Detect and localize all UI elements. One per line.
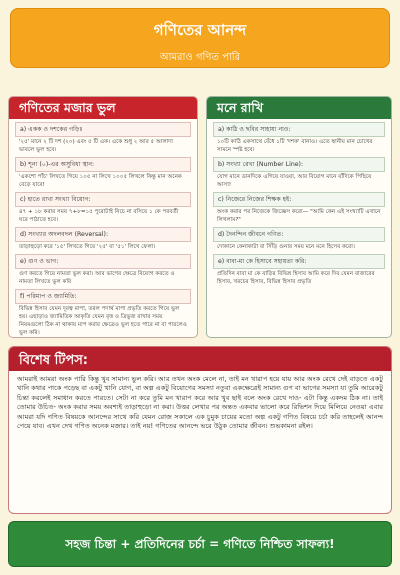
remember-item-text: যোগ মানে ডানদিকে এগিয়ে যাওয়া, আর বিয়োগ মানে বাঁদিকে পিছিয়ে আসা! [217,174,372,188]
remember-item [213,254,385,286]
page-title: গণিতের আনন্দ [153,21,247,39]
remember-item [213,227,385,251]
remember-item [213,192,385,224]
mistake-item [15,157,191,189]
mistake-item [15,192,191,224]
mistake-item-title: e) গুণ ও ভাগ: [15,254,191,269]
mistake-item-title: c) হাতে রাখা সংখ্যা বিয়োগ: [15,192,191,207]
remember-item-title: a) কাঠি ও ছবির সাহায্য নাও: [213,122,385,137]
mistake-item-text: ৪৭ + ১৮ করার সময় ৭+৮=১৫ পুরোটাই নিচে না বসিয়ে ১ কে পরবর্তী ঘরে পাঠাতে হবে। [19,209,179,223]
mistake-item-title: a) একক ও দশকের গড়িঃ [15,122,191,137]
remember-item-text: অংক করার পর নিজেকে জিজ্ঞেস করো— "আমি কেন এই সংখ্যাটি এখানে লিখলাম?" [217,209,381,223]
remember-item [213,122,385,154]
remember-item-text: প্রতিদিন বাবা মা কে বাড়ির বিভিন্ন হিসাব আমি করে দিব যেমন বাজারের হিসাব, খরচের হিসাব, বিভিন্ন হিসাব প্রভৃতি [217,271,375,285]
page-subtitle: আমরাও গণিত পারি [159,52,241,63]
remember-item-title: c) নিজেরে নিজের শিক্ষক হই: [213,192,385,207]
mistake-item [15,289,191,337]
mistake-item-text: 'একশো পাঁচ' লিখতে গিয়ে ১০৫ না লিখে ১০০৫ লিখলে কিন্তু মান অনেক বেড়ে যাবে! [19,174,182,188]
mistake-item [15,122,191,154]
header-banner [10,8,390,68]
mistake-item-title: b) শূন্য (০)-এর অসুবিধা স্থান: [15,157,191,172]
special-tips-box [8,346,392,514]
remember-item-title: e) বাবা-মা কে হিসাবে সহায়তা করি: [213,254,385,269]
remember-item-text: দোকানে কেনাকাটা বা সিঁড়ি গুনার সময় মনে মনে হিসেব করো। [217,244,355,250]
mistake-item [15,254,191,286]
mistake-item-text: গুণ করতে গিয়ে নামতা ভুল করা। আর ভাগের ক্ষেত্রে বিয়োগ করতে ও নামতা লিখতে ভুল করি [19,271,175,285]
remember-item-text: ১০টি কাঠি একসাথে বেঁধে ১টি 'দশক' বানাও। এতে স্থানীয় মান চোখের সামনে স্পষ্ট হবে। [217,139,373,153]
mistakes-panel [8,96,198,338]
mistake-item-text: তাড়াহুড়ো করে '১৫' লিখতে গিয়ে '২৫' বা '৫১' লিখে ফেলা। [19,244,156,250]
tips-title: বিশেষ টিপস: [9,347,391,371]
mistake-item-title: f) পরিমাপ ও জ্যামিতি: [15,289,191,304]
remember-panel [206,96,392,338]
mistake-item-text: '২৫' মানে ২ টি দশ (২০) এবং ৫ টি এক। একে শুধু ২ আর ৫ আলাদা ভাবলে ভুল হবে। [19,139,173,153]
mistake-item-title: d) সংখ্যার অদলবদল (Reversal): [15,227,191,242]
mistake-item [15,227,191,251]
footer-banner [8,521,392,567]
mistakes-panel-title: গণিতের মজার ভুল [9,97,197,119]
remember-item-title: b) সংখ্যা রেখা (Number Line): [213,157,385,172]
mistake-item-text: বিভিন্ন হিসাব যেমন দূরত্ব মাপা, তরল পদার্থ মাপা প্রভৃতি করতে গিয়ে ভুল হয়। এছাড়াও জ্যামিতিক আকৃতি যেমন বৃত্ত ও ত্রিভুজ রাখার সময় নিয়মগুলো ঠিক না থাকায় মাপ করার ক্ষেত্রেও ভুল হতে পারে না বা পারলেও ভুল করি। [19,306,187,336]
footer-slogan: সহজ চিন্তা + প্রতিদিনের চর্চা = গণিতে নিশ্চিত সাফল্য! [65,537,335,551]
remember-item [213,157,385,189]
remember-item-title: d) দৈনন্দিন জীবনে গণিত: [213,227,385,242]
remember-panel-title: মনে রাখি [207,97,391,119]
tips-text: আমরাই আমরা অংক পারি কিন্তু খুব সামান্য ভুল করি। আর তখন অংক মেলে না, তাই মন খারাপ হয়ে যায় আর অংক রেখে দেই বাড়তে একটু খানি কথার পাকে পড়েছ বা একটু খানি যোগ, বা অল্প একটু বিয়োগের সমস্যা নতুবা একক্ষেত্রেই সামান্য গুণ বা ভাগের সমস্যা যা তুমি আরেকটু চিন্তা করলেই সমাধান করতে পারতে। সেটা না করে তুমি মন খারাপ করে আর খুব ছাই বলে অংক রেখে দাও- এটা কিন্তু একদম ঠিক না। তাই তোমার উচিত- অংক করার সময় অবশ্যই তাড়াহুড়ো না করা। উত্তর লেখার পর অন্তত একবার ভালো করে রিভিশন দিয়ে মিলিয়ে নেওয়া এবার আমরা যদি গণিত বিষয়কে আনন্দের সাথে করি যেমন রোজ সকালে এক চুমুক চায়ের মতো অল্প একটু গণিত বিষয়ে চর্চা করি তাহলেই আনন্দ পেয়ে যাব। এখন দেখ গণিত অনেক মজার। তাই নয়! গণিতের আনন্দে ভরে উঠুক তোমার জীবন। শুভকামনা রইল। [17,375,383,431]
